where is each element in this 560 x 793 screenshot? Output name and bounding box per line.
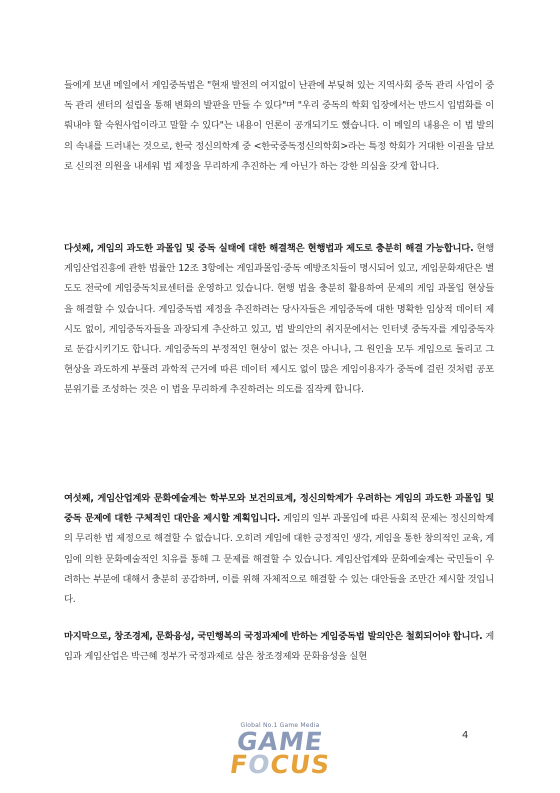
logo-focus-word — [203, 752, 357, 778]
logo-tagline: Global No.1 Game Media — [240, 722, 320, 729]
game-focus-logo — [205, 722, 355, 786]
paragraph-3-lead: 여섯째, 게임산업계와 문화예술계는 학부모와 보건의료계, 정신의학계가 우려하는 게임의 과도한 과몰입 및 중독 문제에 대한 구체적인 대안을 제시할 계획입니다. — [64, 493, 494, 525]
paragraph-4 — [64, 627, 494, 667]
page-number: 4 — [462, 730, 469, 741]
paragraph-2-lead: 다섯째, 게임의 과도한 과몰입 및 중독 실태에 대한 해결책은 현행법과 제도로 충분히 해결 가능합니다. — [64, 243, 474, 254]
logo-game-word: GAME — [235, 727, 325, 756]
paragraph-4-body: 게임과 게임산업은 박근혜 정부가 국정과제로 삼은 창조경제와 문화융성을 실현 — [64, 631, 494, 663]
logo-focus-f: F — [228, 750, 251, 779]
paragraph-2 — [64, 239, 494, 401]
paragraph-2-body: 현행 게임산업진흥에 관한 법률안 12조 3항에는 게임과몰입·중독 예방조치들이 명시되어 있고, 게임문화재단은 별도도 전국에 게임중독치료센터를 운영하고 있습니다. 현행 법을 충분히 활용하여 문제의 게임 과몰입 현상들을 해결할 수 있습니다. 게임중독법 제정을 추진하려는 당사자들은 게임중독에 대한 명확한 임상적 데이터 제시도 없이, 게임중독자들을 과장되게 추산하고 있고, 법 발의안의 취지문에서는 인터넷 중독자를 게임중독자로 둔갑시키기도 합니다. 게임중독의 부정적인 현상이 없는 것은 아니나, 그 원인을 모두 게임으로 돌리고 그 현상을 과도하게 부풀려 과학적 근거에 따른 데이터 제시도 없이 많은 게임이용자가 중독에 걸린 것처럼 공포 분위기를 조성하는 것은 이 법을 무리하게 추진하려는 의도를 짐작케 합니다. — [64, 243, 494, 396]
paragraph-4-lead: 마지막으로, 창조경제, 문화융성, 국민행복의 국정과제에 반하는 게임중독법 발의안은 철회되어야 합니다. — [64, 631, 483, 642]
paragraph-3-body: 게임의 일부 과몰입에 따른 사회적 문제는 정신의학계의 무리한 법 제정으로 해결할 수 없습니다. 오히려 게임에 대한 긍정적인 생각, 게임을 통한 창의적인 교육, 게임에 의한 문화예술적인 치유를 통해 그 문제를 해결할 수 있습니다. 게임산업계와 문화예술계는 국민들이 우려하는 부분에 대해서 충분히 공감하며, 이를 위해 자체적으로 해결할 수 있는 대안들을 조만간 제시할 것입니다. — [64, 513, 495, 606]
paragraph-3 — [64, 489, 494, 610]
paragraph-1 — [64, 76, 494, 177]
logo-focus-rest: CUS — [268, 750, 333, 779]
paragraph-1-body: 들에게 보낸 메일에서 게임중독법은 "현재 발전의 여지없이 난관에 부딪혀 있는 지역사회 중독 관리 사업이 중독 관리 센터의 설립을 통해 변화의 발판을 만들 수 있다"며 "우리 중독의 학회 입장에서는 반드시 입법화를 이뤄내야 할 숙원사업이라고 말할 수 있다"는 내용이 언론이 공개되기도 했습니다. 이 메일의 내용은 이 법 발의의 속내를 드러내는 것으로, 한국 정신의학계 중 <한국중독정신의학회>라는 특정 학회가 거대한 이권을 담보로 신의전 의원을 내세워 법 제정을 무리하게 추진하는 게 아닌가 하는 강한 의심을 갖게 합니다. — [64, 80, 494, 172]
logo-focus-o: O — [246, 750, 273, 779]
